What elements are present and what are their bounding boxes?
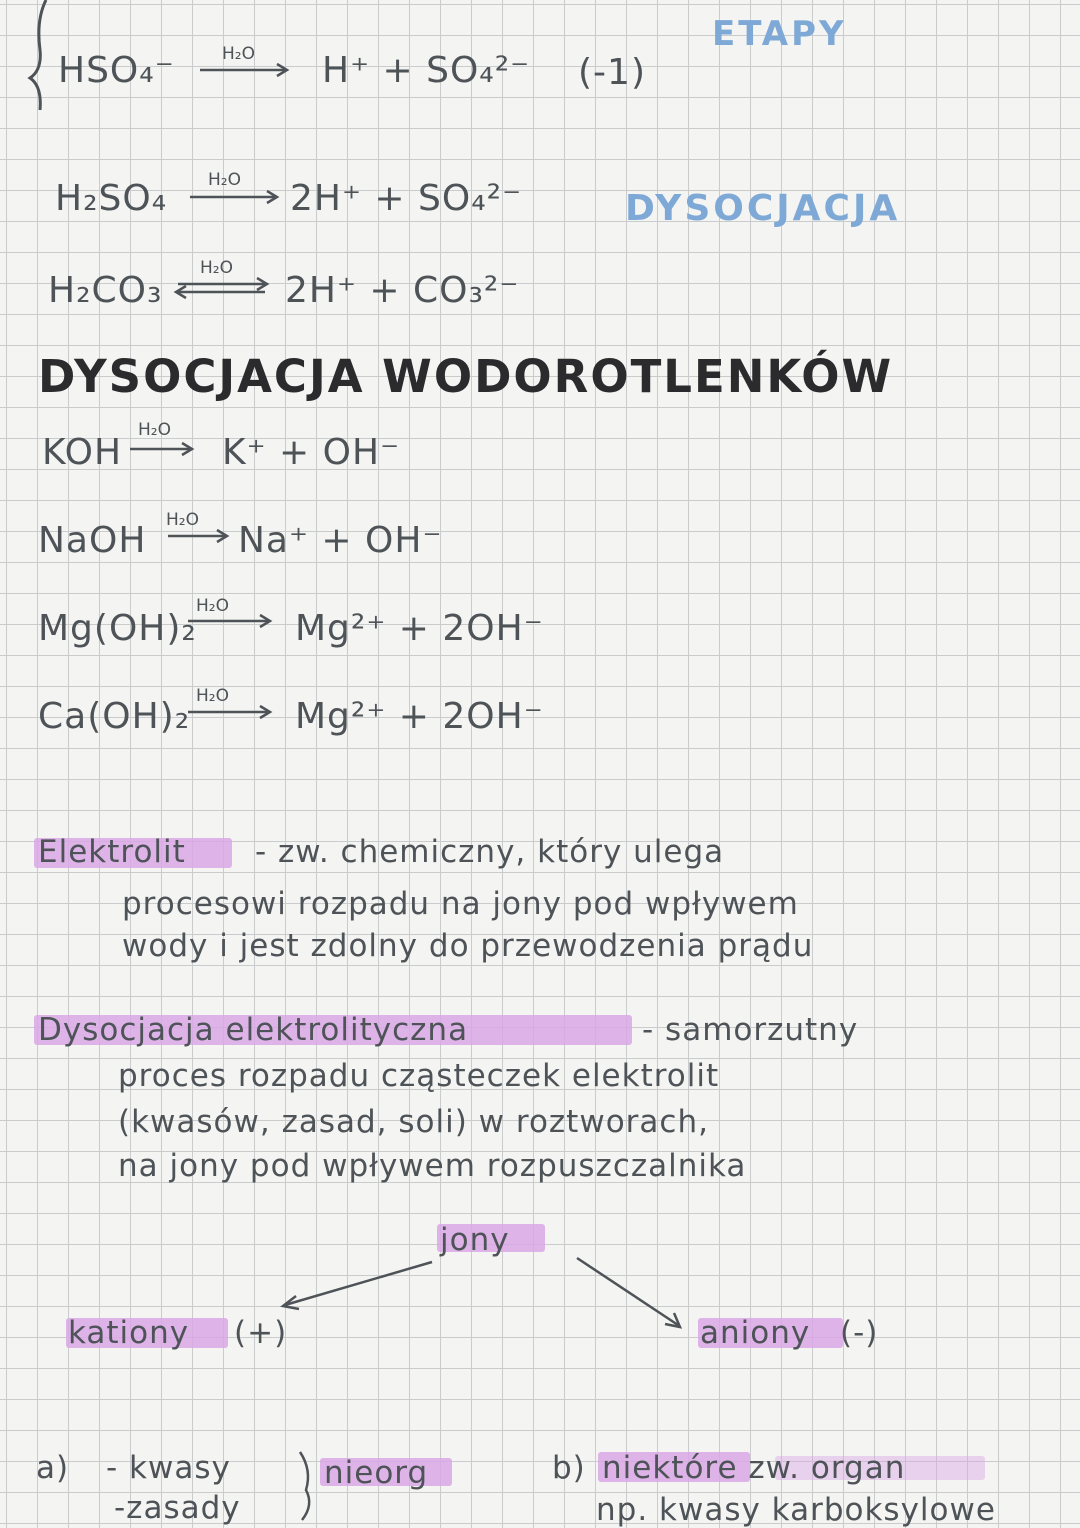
eq-naoh-over: H₂O	[166, 510, 199, 530]
ions-kationy: kationy	[68, 1315, 190, 1351]
bracket-a	[300, 1452, 309, 1520]
dysocjacja-term: Dysocjacja elektrolityczna	[38, 1012, 469, 1048]
eq-hso4-right: H⁺ + SO₄²⁻	[322, 50, 531, 91]
ions-aniony-sign: (-)	[840, 1315, 879, 1351]
page-title: DYSOCJACJA WODOROTLENKÓW	[38, 350, 894, 403]
bottom-a-item2: -zasady	[114, 1490, 241, 1526]
eq-mgoh-right: Mg²⁺ + 2OH⁻	[295, 608, 544, 649]
ions-kationy-sign: (+)	[234, 1315, 288, 1351]
elektrolit-line1: - zw. chemiczny, który ulega	[255, 834, 725, 870]
dysocjacja-label: DYSOCJACJA	[625, 188, 901, 229]
eq-naoh-right: Na⁺ + OH⁻	[238, 520, 443, 561]
dysocjacja-line4: na jony pod wpływem rozpuszczalnika	[118, 1148, 747, 1184]
eq-naoh-left: NaOH	[38, 520, 147, 561]
eq-hso4-left: HSO₄⁻	[58, 50, 175, 91]
elektrolit-line3: wody i jest zdolny do przewodzenia prądu	[122, 928, 814, 964]
elektrolit-term: Elektrolit	[38, 834, 186, 870]
bottom-b-sub: np. kwasy karboksylowe	[596, 1492, 996, 1528]
dysocjacja-line2: proces rozpadu cząsteczek elektrolit	[118, 1058, 720, 1094]
elektrolit-line2: procesowi rozpadu na jony pod wpływem	[122, 886, 799, 922]
eq-caoh-right: Mg²⁺ + 2OH⁻	[295, 696, 544, 737]
eq-mgoh-left: Mg(OH)₂	[38, 608, 197, 649]
bottom-b-label: b)	[552, 1450, 586, 1486]
eq-h2co3-left: H₂CO₃	[48, 270, 163, 311]
ions-aniony: aniony	[700, 1315, 811, 1351]
eq-h2co3-over: H₂O	[200, 258, 233, 278]
eq-caoh-over: H₂O	[196, 686, 229, 706]
eq-caoh-left: Ca(OH)₂	[38, 696, 191, 737]
etapy-label: ETAPY	[712, 14, 847, 54]
bottom-a-item1: - kwasy	[106, 1450, 231, 1486]
arrow-to-aniony	[577, 1258, 678, 1325]
eq-h2so4-right: 2H⁺ + SO₄²⁻	[290, 178, 523, 219]
eq-mgoh-over: H₂O	[196, 596, 229, 616]
stage-count-label: (-1)	[578, 52, 646, 93]
eq-h2so4-over: H₂O	[208, 170, 241, 190]
bottom-a-group: nieorg	[324, 1455, 429, 1491]
eq-hso4-over: H₂O	[222, 44, 255, 64]
dysocjacja-line3: (kwasów, zasad, soli) w roztworach,	[118, 1104, 709, 1140]
eq-h2so4-left: H₂SO₄	[55, 178, 168, 219]
eq-koh-right: K⁺ + OH⁻	[222, 432, 401, 473]
ions-root: jony	[440, 1222, 510, 1258]
brace-line	[30, 0, 46, 110]
eq-koh-over: H₂O	[138, 420, 171, 440]
dysocjacja-line1: - samorzutny	[642, 1012, 859, 1048]
eq-h2co3-right: 2H⁺ + CO₃²⁻	[285, 270, 520, 311]
eq-koh-left: KOH	[42, 432, 123, 473]
bottom-b-text: niektóre zw. organ	[602, 1450, 906, 1486]
arrow-to-kationy	[285, 1262, 432, 1305]
bottom-a-label: a)	[36, 1450, 70, 1486]
